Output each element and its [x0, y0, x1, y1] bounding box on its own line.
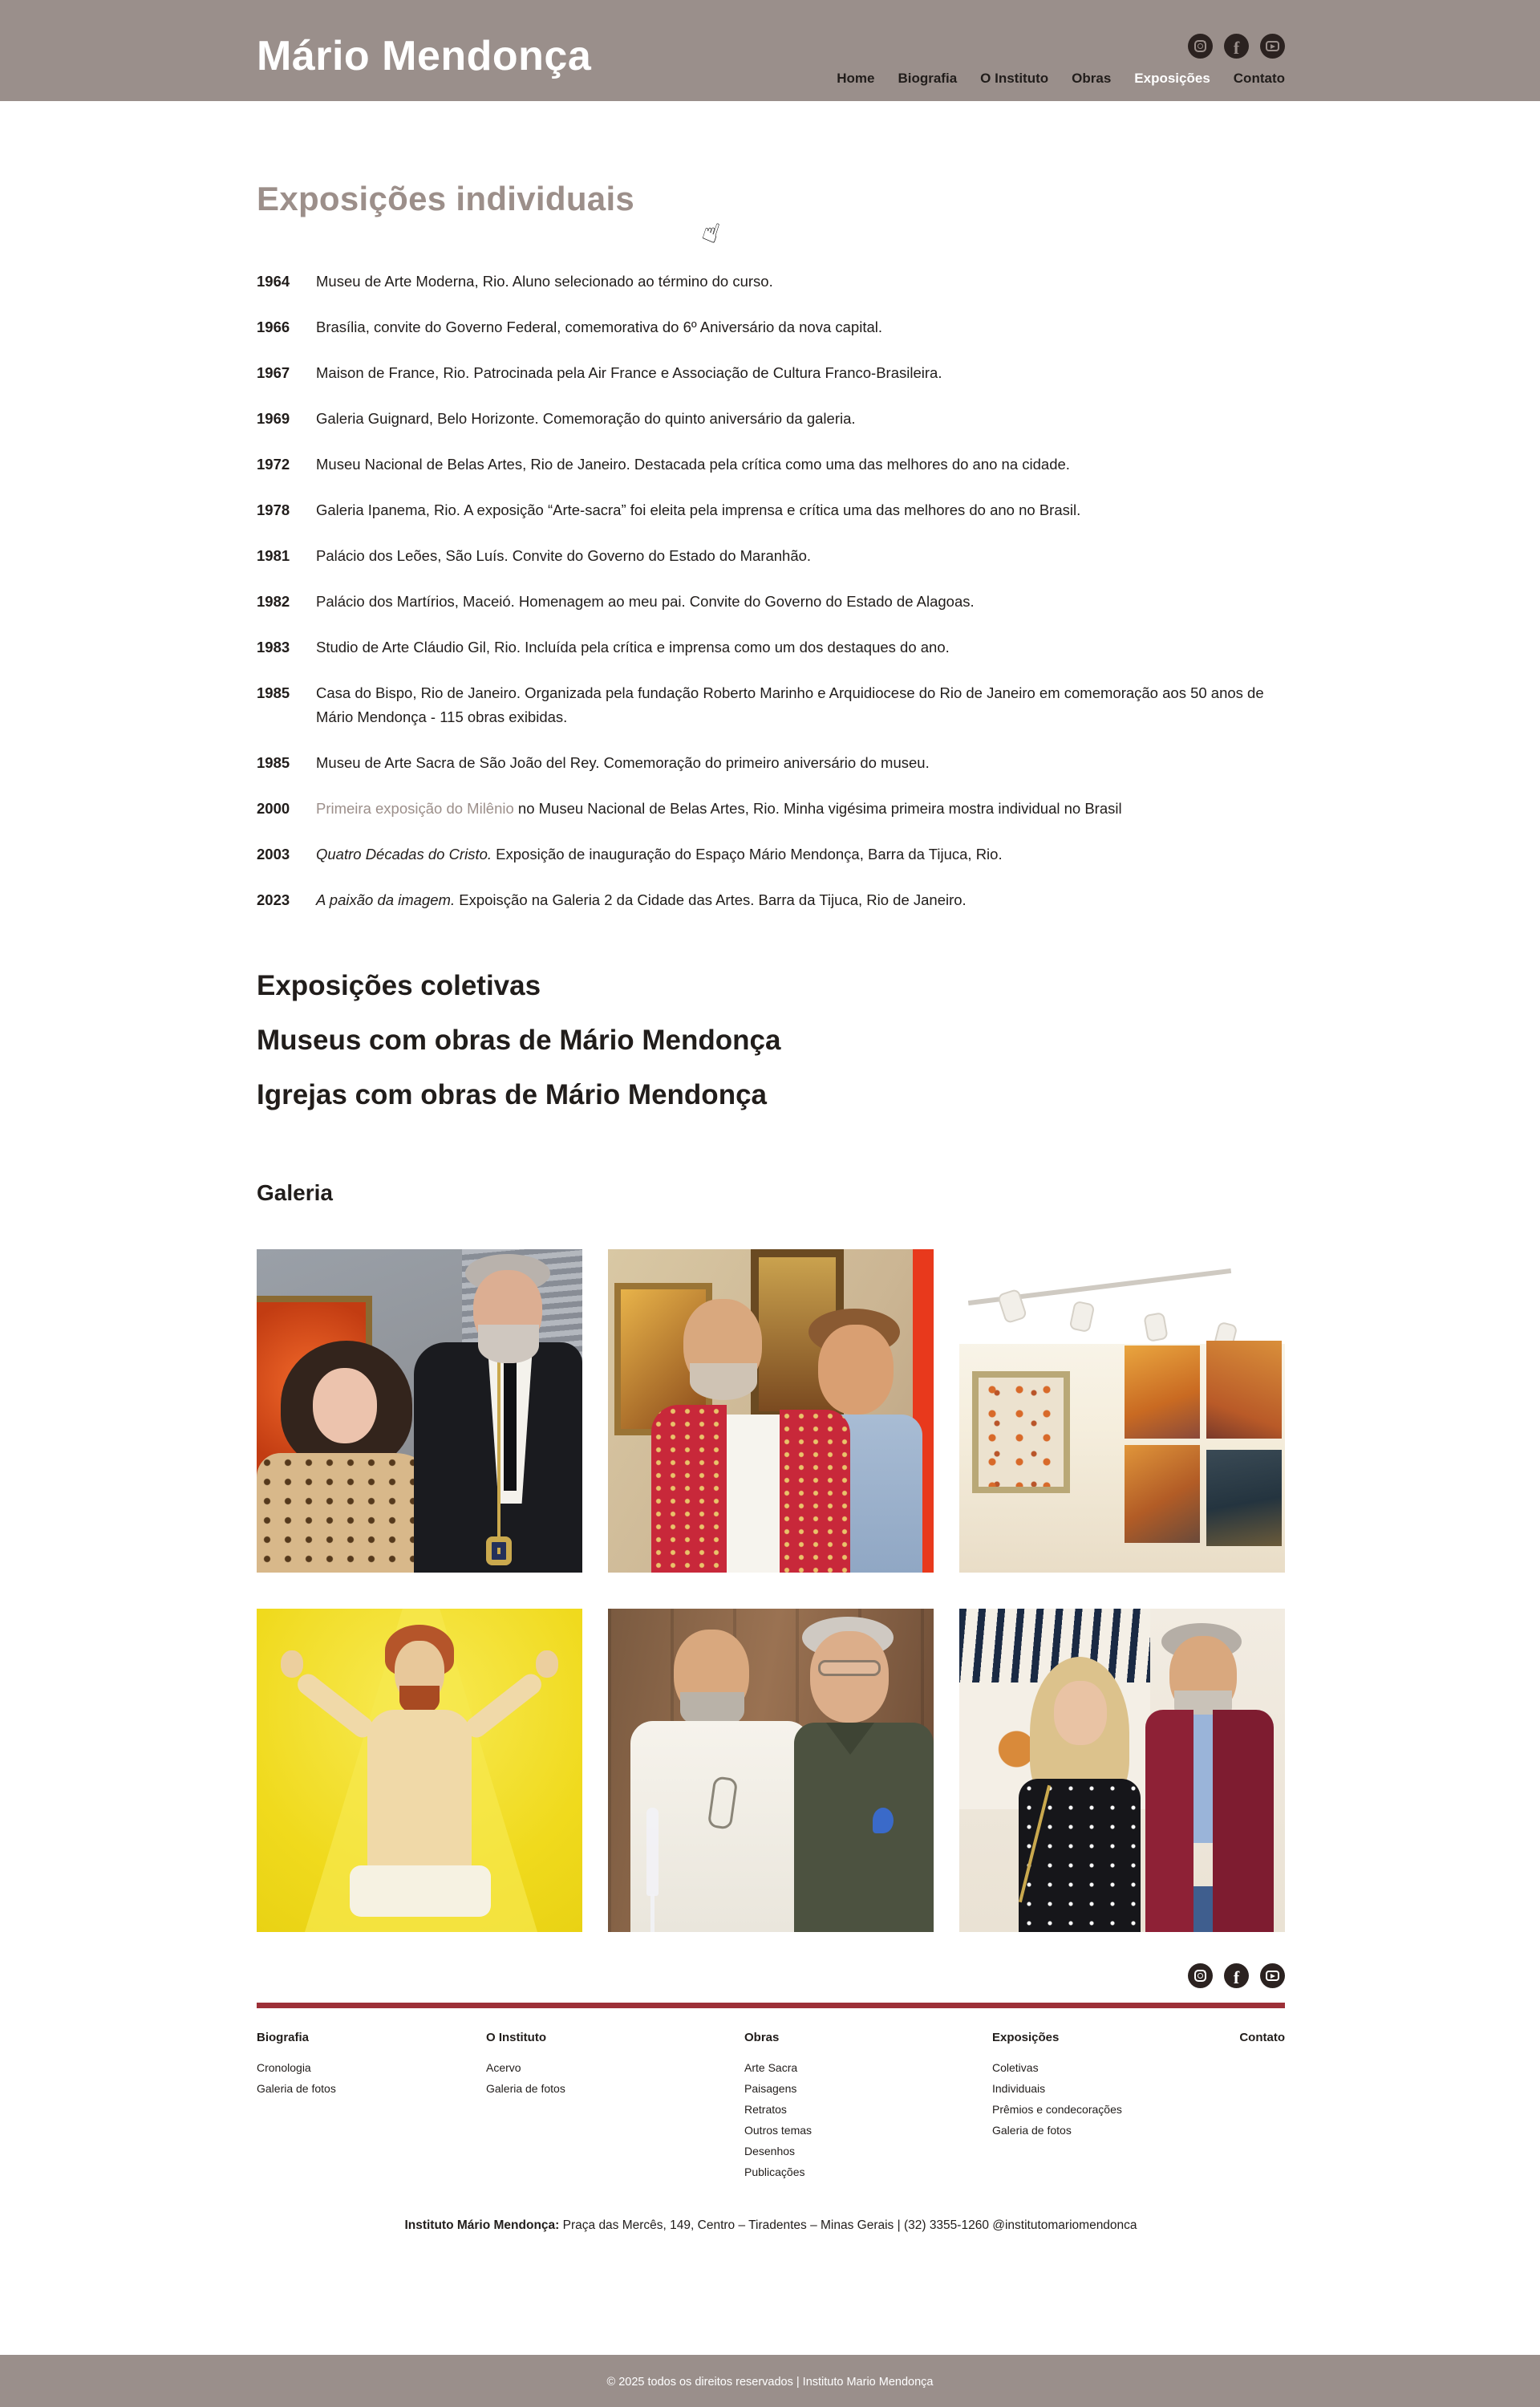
footer-nav: [257, 2031, 1285, 2191]
link-exposicoes-coletivas[interactable]: Exposições coletivas: [257, 970, 541, 1001]
woman-polka-dress: [1019, 1779, 1141, 1932]
address-label: Instituto Mário Mendonça:: [404, 2218, 560, 2232]
entry-text: Brasília, convite do Governo Federal, comemorativa do 6º Aniversário da nova capital.: [316, 319, 883, 335]
woman-face: [313, 1368, 377, 1443]
instagram-lens: [1198, 43, 1203, 49]
orange-painting-grid-1: [1125, 1346, 1200, 1439]
entry-text: Museu de Arte Moderna, Rio. Aluno selecionado ao término do curso.: [316, 273, 773, 290]
site-title[interactable]: Mário Mendonça: [257, 33, 592, 79]
facebook-icon[interactable]: [1224, 1963, 1249, 1988]
footer-col-exposicoes: [992, 2031, 1122, 2145]
link-igrejas-com-obras[interactable]: Igrejas com obras de Mário Mendonça: [257, 1079, 767, 1110]
medal: [486, 1536, 512, 1565]
entry-text-rest: no Museu Nacional de Belas Artes, Rio. Minha vigésima primeira mostra individual no Brasil: [517, 800, 1122, 817]
exhibition-entry: [257, 270, 1285, 294]
exhibition-entry: [257, 315, 1285, 339]
exhibition-entry: [257, 590, 1285, 614]
footer-title[interactable]: Obras: [744, 2031, 780, 2044]
maroon-divider: [257, 2003, 1285, 2008]
entry-year: 1969: [257, 410, 290, 427]
white-cloth: [350, 1865, 491, 1917]
link-museus-com-obras[interactable]: Museus com obras de Mário Mendonça: [257, 1025, 781, 1056]
gallery-photo-3[interactable]: [959, 1249, 1285, 1573]
youtube-play-triangle: [1270, 1974, 1275, 1979]
facebook-icon[interactable]: [1224, 34, 1249, 59]
site-header: [0, 0, 1540, 101]
gallery-photo-1[interactable]: [257, 1249, 582, 1573]
entry-text: [316, 842, 1285, 867]
instagram-lens: [1198, 1973, 1203, 1979]
footer-link[interactable]: Coletivas: [992, 2061, 1039, 2074]
social-bar-top: [1188, 34, 1285, 59]
christ-torso: [367, 1710, 472, 1872]
instagram-icon[interactable]: [1188, 34, 1213, 59]
man2-face: [818, 1325, 894, 1415]
flute-stem: [650, 1894, 654, 1932]
nav-item-obras[interactable]: Obras: [1072, 71, 1112, 86]
exhibition-entry: [257, 407, 1285, 431]
entry-year: 1985: [257, 684, 290, 701]
exhibition-list: [257, 270, 1285, 912]
footer-title[interactable]: Contato: [1239, 2031, 1285, 2044]
footer-col-o-instituto: [486, 2031, 565, 2104]
footer-link[interactable]: Galeria de fotos: [257, 2082, 336, 2095]
orange-painting-grid-3: [1125, 1445, 1200, 1543]
social-bar-bottom: [257, 1963, 1285, 1988]
footer-col-biografia: [257, 2031, 336, 2104]
footer-col-obras: [744, 2031, 812, 2187]
entry-year: 1985: [257, 754, 290, 771]
instagram-dot: [1204, 41, 1206, 43]
footer-link[interactable]: Acervo: [486, 2061, 521, 2074]
crimson-jacket-right: [1213, 1710, 1274, 1932]
youtube-icon[interactable]: [1260, 34, 1285, 59]
exhibition-entry: [257, 842, 1285, 867]
medal-chain: [497, 1362, 500, 1542]
main-content: [257, 180, 1285, 2233]
entry-year: 2003: [257, 846, 290, 863]
entry-text-rest: Exposição de inauguração do Espaço Mário Mendonça, Barra da Tijuca, Rio.: [496, 846, 1003, 863]
footer-link[interactable]: Retratos: [744, 2103, 787, 2116]
gallery-photo-2[interactable]: [608, 1249, 934, 1573]
youtube-play-triangle: [1270, 44, 1275, 49]
facebook-glyph: f: [1233, 38, 1240, 58]
footer-link[interactable]: Desenhos: [744, 2145, 796, 2157]
crimson-jacket-left: [1145, 1710, 1194, 1932]
exhibition-entry: [257, 751, 1285, 775]
entry-text: Palácio dos Leões, São Luís. Convite do Governo do Estado do Maranhão.: [316, 547, 812, 564]
nav-item-exposicoes[interactable]: Exposições: [1134, 71, 1210, 86]
footer-title[interactable]: O Instituto: [486, 2031, 546, 2044]
orange-painting-grid-2: [1206, 1341, 1282, 1439]
left-wall-painting: [972, 1371, 1070, 1493]
footer-link[interactable]: Cronologia: [257, 2061, 311, 2074]
facebook-glyph: f: [1233, 1967, 1240, 1987]
nav-item-contato[interactable]: Contato: [1233, 71, 1285, 86]
instagram-icon[interactable]: [1188, 1963, 1213, 1988]
exhibition-entry: [257, 498, 1285, 522]
blue-bird-patch: [873, 1808, 894, 1833]
entry-text: Galeria Ipanema, Rio. A exposição “Arte-sacra” foi eleita pela imprensa e crítica uma das melhores do ano no Brasil.: [316, 501, 1081, 518]
entry-text: Studio de Arte Cláudio Gil, Rio. Incluída pela crítica e imprensa como um dos destaques do ano.: [316, 639, 950, 656]
copyright-bar: [0, 2355, 1540, 2407]
footer-title[interactable]: Biografia: [257, 2031, 310, 2044]
nav-item-biografia[interactable]: Biografia: [898, 71, 958, 86]
entry-text: [316, 797, 1285, 821]
entry-text-rest: Expoisção na Galeria 2 da Cidade das Artes. Barra da Tijuca, Rio de Janeiro.: [459, 891, 967, 908]
instagram-dot: [1204, 1971, 1206, 1973]
footer-col-contato: [1239, 2031, 1285, 2062]
entry-year: 1983: [257, 639, 290, 656]
christ-arm-right: [462, 1670, 545, 1741]
entry-year: 1982: [257, 593, 290, 610]
paisley-jacket-left: [651, 1405, 727, 1573]
man2-face: [810, 1631, 889, 1723]
exhibition-entry: [257, 453, 1285, 477]
entry-text: Museu de Arte Sacra de São João del Rey. Comemoração do primeiro aniversário do museu.: [316, 754, 930, 771]
man2-green-polo: [794, 1723, 934, 1932]
footer-link[interactable]: Prêmios e condecorações: [992, 2103, 1122, 2116]
footer-link[interactable]: Galeria de fotos: [992, 2124, 1072, 2137]
address-line: [257, 2218, 1285, 2233]
page-title: Exposições individuais: [257, 180, 635, 217]
entry-year: 1978: [257, 501, 290, 518]
entry-lead: Quatro Décadas do Cristo.: [316, 846, 492, 863]
entry-lead: A paixão da imagem.: [316, 891, 456, 908]
exhibition-entry: [257, 681, 1285, 729]
nav-item-o-instituto[interactable]: O Instituto: [980, 71, 1049, 86]
footer-link[interactable]: Outros temas: [744, 2124, 813, 2137]
main-nav: [837, 71, 1285, 87]
footer-link[interactable]: Galeria de fotos: [486, 2082, 565, 2095]
footer-link[interactable]: Paisagens: [744, 2082, 797, 2095]
footer-link[interactable]: Arte Sacra: [744, 2061, 798, 2074]
mouse-cursor-icon: ☝: [698, 214, 724, 251]
footer-title[interactable]: Exposições: [992, 2031, 1060, 2044]
gallery-title: Galeria: [257, 1180, 333, 1205]
man2-glasses: [818, 1660, 881, 1676]
entry-year: 2023: [257, 891, 290, 908]
exhibition-entry: [257, 635, 1285, 660]
youtube-icon[interactable]: [1260, 1963, 1285, 1988]
exhibition-entry: [257, 544, 1285, 568]
entry-text: Palácio dos Martírios, Maceió. Homenagem ao meu pai. Convite do Governo do Estado de Alagoas.: [316, 593, 975, 610]
man1-beard: [690, 1363, 757, 1400]
entry-text: Casa do Bispo, Rio de Janeiro. Organizada pela fundação Roberto Marinho e Arquidiocese do Rio de Janeiro em comemoração aos 50 anos de Mário Mendonça - 115 obras exibidas.: [316, 684, 1264, 725]
entry-year: 1966: [257, 319, 290, 335]
photo-gallery: [257, 1249, 1285, 1932]
nav-item-home[interactable]: Home: [837, 71, 875, 86]
christ-hand-right: [536, 1650, 558, 1678]
man-tie: [504, 1350, 517, 1491]
section-links: [257, 968, 1285, 1113]
entry-year: 1981: [257, 547, 290, 564]
entry-text: Museu Nacional de Belas Artes, Rio de Janeiro. Destacada pela crítica como uma das melhores do ano na cidade.: [316, 456, 1070, 473]
entry-year: 2000: [257, 800, 290, 817]
entry-text: Maison de France, Rio. Patrocinada pela Air France e Associação de Cultura Franco-Brasileira.: [316, 364, 942, 381]
christ-hand-left: [281, 1650, 303, 1678]
copyright-text: © 2025 todos os direitos reservados | Instituto Mario Mendonça: [606, 2376, 934, 2389]
exhibition-entry: [257, 361, 1285, 385]
entry-year: 1972: [257, 456, 290, 473]
footer-link[interactable]: Publicações: [744, 2165, 805, 2178]
entry-text: Galeria Guignard, Belo Horizonte. Comemoração do quinto aniversário da galeria.: [316, 410, 856, 427]
entry-text: [316, 888, 1285, 912]
exhibition-entry: [257, 797, 1285, 821]
christ-arm-left: [294, 1670, 377, 1741]
exhibition-entry: [257, 888, 1285, 912]
man-beard: [478, 1325, 539, 1363]
gallery-photo-6[interactable]: [959, 1609, 1285, 1932]
entry-year: 1967: [257, 364, 290, 381]
paisley-jacket-right: [780, 1410, 850, 1573]
gallery-photo-5[interactable]: [608, 1609, 934, 1932]
woman-face: [1054, 1681, 1107, 1745]
champagne-flute: [646, 1808, 659, 1896]
entry-year: 1964: [257, 273, 290, 290]
address-text: Praça das Mercês, 149, Centro – Tiradentes – Minas Gerais | (32) 3355-1260 @institutomariomendonca: [562, 2218, 1137, 2232]
footer-link[interactable]: Individuais: [992, 2082, 1046, 2095]
gallery-photo-4[interactable]: [257, 1609, 582, 1932]
entry-lead: Primeira exposição do Milênio: [316, 800, 514, 817]
dark-painting-grid-4: [1206, 1450, 1282, 1546]
